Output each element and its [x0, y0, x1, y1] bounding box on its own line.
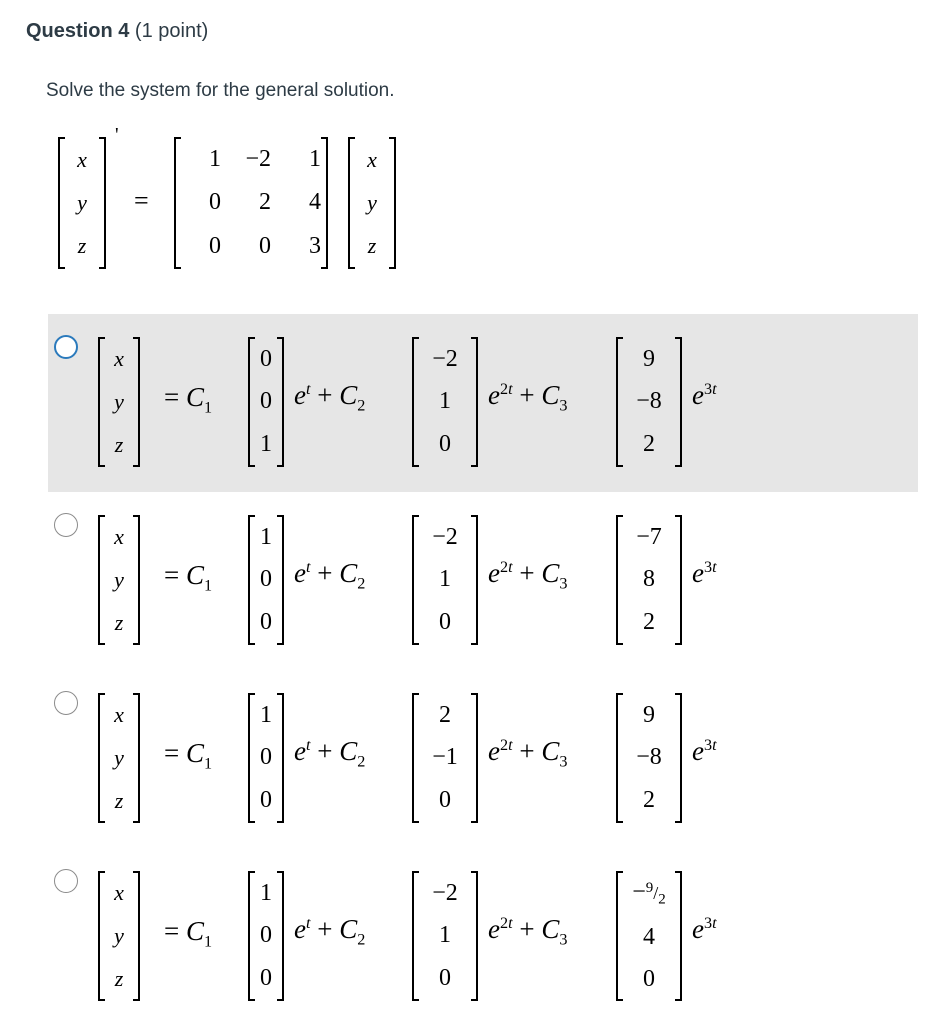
eigenvector-2 — [412, 694, 478, 822]
equals-sign: = — [134, 186, 149, 215]
vector-entry: 8 — [643, 566, 655, 593]
vector-entry: $-^9/_2$ — [632, 879, 666, 908]
solution-var: z — [114, 431, 124, 457]
exp-3t: $e^{3t}$ — [692, 736, 717, 766]
eigenvector-3 — [616, 516, 682, 644]
vector-entry: −1 — [432, 744, 458, 771]
matrix-cell: 4 — [309, 189, 321, 216]
vector-entry: 2 — [643, 431, 655, 458]
exp-3t: $e^{3t}$ — [692, 558, 717, 588]
solution-var: y — [114, 922, 124, 948]
solution-vars-vector — [98, 338, 140, 466]
eigenvector-1 — [248, 338, 284, 466]
vector-entry: 9 — [643, 701, 655, 728]
matrix-cell: 1 — [209, 146, 221, 173]
radio-button[interactable] — [54, 869, 78, 893]
answer-option[interactable] — [48, 314, 918, 492]
solution-var: z — [114, 787, 124, 813]
matrix-cell: 0 — [259, 232, 271, 259]
rhs-var: y — [367, 189, 377, 215]
solution-var: x — [114, 880, 124, 906]
vector-entry: 0 — [260, 922, 272, 949]
radio-button[interactable] — [54, 691, 78, 715]
vector-entry: 1 — [260, 701, 272, 728]
question-prompt: Solve the system for the general solution. — [46, 80, 395, 101]
vector-entry: 2 — [643, 787, 655, 814]
equals-c1: = $C_1$ — [164, 560, 213, 595]
vector-entry: −7 — [636, 523, 662, 550]
solution-var: z — [114, 609, 124, 635]
exp-3t: $e^{3t}$ — [692, 914, 717, 944]
eigenvector-1 — [248, 694, 284, 822]
coefficient-matrix — [174, 138, 328, 268]
vector-entry: 0 — [439, 609, 451, 636]
exp-3t: $e^{3t}$ — [692, 380, 717, 410]
eigenvector-2 — [412, 872, 478, 1000]
matrix-cell: 0 — [209, 189, 221, 216]
matrix-cell: −2 — [245, 146, 271, 173]
vector-entry: 1 — [260, 523, 272, 550]
lhs-vector — [58, 138, 106, 268]
eigenvector-3 — [616, 694, 682, 822]
solution-var: y — [114, 388, 124, 414]
question-title — [26, 20, 208, 43]
solution-var: z — [114, 965, 124, 991]
vector-entry: −8 — [636, 744, 662, 771]
vector-entry: −2 — [432, 345, 458, 372]
vector-entry: −8 — [636, 388, 662, 415]
vector-entry: 0 — [439, 787, 451, 814]
vector-entry: 4 — [643, 923, 655, 950]
solution-var: y — [114, 566, 124, 592]
rhs-var: z — [367, 233, 377, 259]
exp-t-plus-c2: $e^t + C_2$ — [294, 558, 366, 593]
vector-entry: 2 — [439, 701, 451, 728]
answer-option[interactable] — [48, 492, 918, 670]
solution-var: x — [114, 346, 124, 372]
exp-t-plus-c2: $e^t + C_2$ — [294, 736, 366, 771]
exp-2t-plus-c3: $e^{2t} + C_3$ — [488, 914, 568, 949]
exp-t-plus-c2: $e^t + C_2$ — [294, 914, 366, 949]
solution-var: x — [114, 524, 124, 550]
exp-t-plus-c2: $e^t + C_2$ — [294, 380, 366, 415]
eigenvector-1 — [248, 516, 284, 644]
vector-entry: 1 — [260, 879, 272, 906]
vector-entry: 0 — [260, 744, 272, 771]
rhs-vector — [348, 138, 396, 268]
matrix-cell: 2 — [259, 189, 271, 216]
lhs-var: x — [77, 146, 87, 172]
eigenvector-1 — [248, 872, 284, 1000]
radio-button[interactable] — [54, 335, 78, 359]
equals-c1: = $C_1$ — [164, 738, 213, 773]
vector-entry: 0 — [260, 609, 272, 636]
vector-entry: 1 — [260, 431, 272, 458]
vector-entry: 0 — [260, 388, 272, 415]
eigenvector-3 — [616, 872, 682, 1000]
rhs-var: x — [367, 146, 377, 172]
lhs-var: y — [77, 189, 87, 215]
equals-c1: = $C_1$ — [164, 382, 213, 417]
vector-entry: 2 — [643, 609, 655, 636]
vector-entry: 0 — [260, 566, 272, 593]
solution-var: x — [114, 702, 124, 728]
exp-2t-plus-c3: $e^{2t} + C_3$ — [488, 736, 568, 771]
vector-entry: −2 — [432, 523, 458, 550]
equals-c1: = $C_1$ — [164, 916, 213, 951]
answer-option[interactable] — [48, 848, 918, 1026]
vector-entry: 0 — [260, 345, 272, 372]
eigenvector-2 — [412, 516, 478, 644]
matrix-cell: 0 — [209, 232, 221, 259]
solution-var: y — [114, 744, 124, 770]
prime-mark: ' — [115, 124, 119, 146]
vector-entry: 0 — [260, 965, 272, 992]
vector-entry: 9 — [643, 345, 655, 372]
vector-entry: 0 — [439, 431, 451, 458]
eigenvector-2 — [412, 338, 478, 466]
matrix-cell: 1 — [309, 146, 321, 173]
lhs-var: z — [77, 233, 87, 259]
vector-entry: 1 — [439, 922, 451, 949]
exp-2t-plus-c3: $e^{2t} + C_3$ — [488, 380, 568, 415]
vector-entry: 1 — [439, 388, 451, 415]
vector-entry: 0 — [643, 965, 655, 992]
question-points: (1 point) — [134, 20, 209, 42]
solution-vars-vector — [98, 694, 140, 822]
exp-2t-plus-c3: $e^{2t} + C_3$ — [488, 558, 568, 593]
solution-vars-vector — [98, 516, 140, 644]
question-number: Question 4 — [26, 20, 130, 42]
radio-button[interactable] — [54, 513, 78, 537]
solution-vars-vector — [98, 872, 140, 1000]
vector-entry: 1 — [439, 566, 451, 593]
vector-entry: 0 — [439, 965, 451, 992]
matrix-cell: 3 — [309, 232, 321, 259]
vector-entry: 0 — [260, 787, 272, 814]
eigenvector-3 — [616, 338, 682, 466]
answer-option[interactable] — [48, 670, 918, 848]
vector-entry: −2 — [432, 879, 458, 906]
